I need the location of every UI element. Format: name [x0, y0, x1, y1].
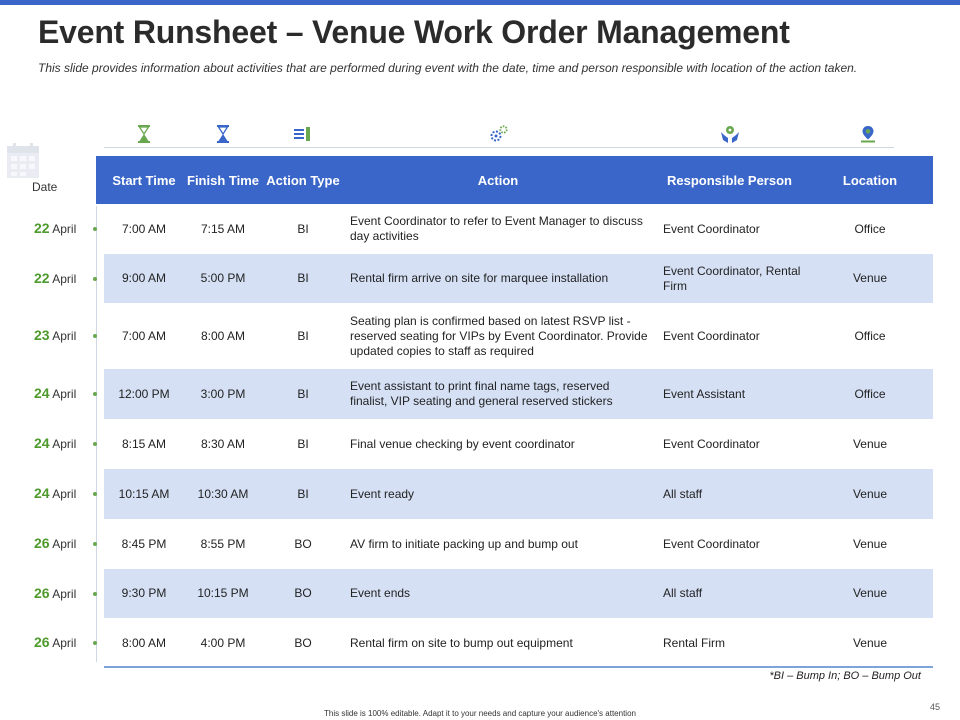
- column-icons-row: [0, 122, 960, 146]
- cell-location: Office: [854, 221, 886, 236]
- cell-location: Venue: [852, 436, 888, 451]
- cell-action: AV firm to initiate packing up and bump out: [350, 536, 578, 551]
- date-label: [34, 634, 96, 650]
- date-label: [34, 585, 96, 601]
- date-day: 23: [34, 327, 50, 343]
- cell-action-type: BI: [297, 386, 309, 401]
- table-bottom-rule: [104, 666, 933, 668]
- icon-row-divider: [104, 147, 894, 148]
- cell-start-time: 10:15 AM: [118, 486, 170, 501]
- location-pin-icon: [856, 122, 880, 146]
- cell-action: Rental firm arrive on site for marquee installation: [350, 271, 609, 285]
- cell-location: Venue: [852, 486, 888, 501]
- cell-responsible-person: Event Coordinator: [663, 536, 760, 551]
- cell-responsible-person: Event Coordinator: [663, 436, 760, 451]
- date-month: April: [52, 537, 77, 551]
- slide-subtitle: This slide provides information about activities that are performed during event with the date, time and person responsible with location of the action taken.: [38, 61, 858, 75]
- gears-icon: [487, 122, 511, 146]
- date-label: [34, 485, 96, 501]
- table-row: [96, 204, 933, 254]
- cell-action: Event ready: [350, 486, 415, 501]
- date-day: 22: [34, 220, 50, 236]
- table-row: [96, 254, 933, 303]
- date-label: [34, 270, 96, 286]
- cell-start-time: 8:15 AM: [121, 436, 167, 451]
- date-day: 24: [34, 385, 50, 401]
- cell-responsible-person: Event Coordinator: [663, 221, 760, 236]
- cell-start-time: 9:00 AM: [121, 271, 167, 285]
- table-row: [96, 469, 933, 519]
- cell-finish-time: 10:15 PM: [197, 586, 249, 600]
- cell-finish-time: 5:00 PM: [200, 271, 246, 285]
- cell-responsible-person: Event Assistant: [663, 386, 746, 401]
- table-row: [96, 303, 933, 369]
- date-month: April: [52, 636, 77, 650]
- cell-action-type: BI: [297, 486, 309, 501]
- list-icon: [290, 122, 314, 146]
- cell-location: Venue: [852, 586, 888, 600]
- cell-location: Office: [854, 386, 886, 401]
- date-month: April: [52, 487, 77, 501]
- date-day: 26: [34, 634, 50, 650]
- cell-start-time: 9:30 PM: [121, 586, 167, 600]
- cell-responsible-person: Event Coordinator, Rental Firm: [663, 263, 801, 293]
- page-number: 45: [930, 702, 941, 712]
- cell-action-type: BO: [294, 586, 312, 600]
- cell-location: Venue: [852, 635, 888, 650]
- hourglass-end-icon: [211, 122, 235, 146]
- date-month: April: [52, 222, 77, 236]
- table-body: [96, 204, 933, 668]
- table-row: [96, 569, 933, 618]
- date-label: [34, 385, 96, 401]
- cell-finish-time: 8:55 PM: [200, 536, 246, 551]
- date-month: April: [52, 387, 77, 401]
- cell-action-type: BI: [297, 328, 309, 343]
- cell-action: Event Coordinator to refer to Event Manager to discuss day activities: [350, 214, 643, 243]
- cell-action: Rental firm on site to bump out equipment: [350, 635, 573, 650]
- cell-start-time: 7:00 AM: [121, 221, 167, 236]
- cell-responsible-person: All staff: [663, 586, 703, 600]
- cell-start-time: 8:00 AM: [121, 635, 167, 650]
- date-day: 26: [34, 585, 50, 601]
- cell-location: Office: [854, 328, 886, 343]
- runsheet-table: [96, 156, 933, 668]
- top-accent-bar: [0, 0, 960, 5]
- hourglass-start-icon: [132, 122, 156, 146]
- date-label: [34, 435, 96, 451]
- cell-location: Venue: [852, 536, 888, 551]
- cell-action-type: BI: [297, 436, 309, 451]
- table-row: [96, 519, 933, 569]
- cell-start-time: 7:00 AM: [121, 328, 167, 343]
- date-day: 24: [34, 435, 50, 451]
- cell-finish-time: 7:15 AM: [200, 221, 246, 236]
- slide-title: Event Runsheet – Venue Work Order Management: [38, 14, 790, 50]
- cell-action: Event ends: [350, 586, 411, 600]
- date-day: 22: [34, 270, 50, 286]
- cell-finish-time: 8:00 AM: [200, 328, 246, 343]
- cell-action: Seating plan is confirmed based on latest RSVP list - reserved seating for VIPs by Event Coordinator. Provide updated copies to staff as required: [350, 313, 648, 358]
- cell-finish-time: 4:00 PM: [200, 635, 246, 650]
- cell-action-type: BI: [297, 271, 309, 285]
- date-label: [34, 535, 96, 551]
- header-action-type: Action Type: [266, 172, 340, 188]
- table-row: [96, 369, 933, 419]
- date-month: April: [52, 437, 77, 451]
- hands-gear-icon: [718, 122, 742, 146]
- date-column-header: Date: [32, 180, 58, 194]
- date-day: 26: [34, 535, 50, 551]
- cell-location: Venue: [852, 271, 888, 285]
- header-start-time: Start Time: [112, 172, 176, 188]
- cell-action-type: BO: [294, 536, 312, 551]
- table-header: [96, 156, 933, 204]
- table-row: [96, 618, 933, 668]
- header-responsible-person: Responsible Person: [667, 172, 792, 188]
- date-label: [34, 327, 96, 343]
- cell-responsible-person: All staff: [663, 486, 703, 501]
- date-day: 24: [34, 485, 50, 501]
- cell-responsible-person: Rental Firm: [663, 635, 726, 650]
- date-month: April: [52, 587, 77, 601]
- slide-footer-text: This slide is 100% editable. Adapt it to your needs and capture your audience's attention: [324, 709, 636, 718]
- cell-finish-time: 10:30 AM: [197, 486, 249, 501]
- cell-responsible-person: Event Coordinator: [663, 328, 760, 343]
- cell-finish-time: 3:00 PM: [200, 386, 246, 401]
- header-location: Location: [842, 172, 898, 188]
- date-month: April: [52, 329, 77, 343]
- cell-action: Final venue checking by event coordinator: [350, 436, 575, 451]
- cell-start-time: 8:45 PM: [121, 536, 167, 551]
- cell-finish-time: 8:30 AM: [200, 436, 246, 451]
- cell-action-type: BO: [294, 635, 312, 650]
- cell-action: Event assistant to print final name tags, reserved finalist, VIP seating and general reserved stickers: [350, 379, 613, 408]
- cell-start-time: 12:00 PM: [118, 386, 170, 401]
- date-month: April: [52, 272, 77, 286]
- cell-action-type: BI: [297, 221, 309, 236]
- table-row: [96, 419, 933, 469]
- footnote: *BI – Bump In; BO – Bump Out: [769, 670, 921, 682]
- header-action: Action: [477, 172, 519, 188]
- date-label: [34, 220, 96, 236]
- header-finish-time: Finish Time: [187, 172, 259, 188]
- calendar-icon: [6, 142, 40, 180]
